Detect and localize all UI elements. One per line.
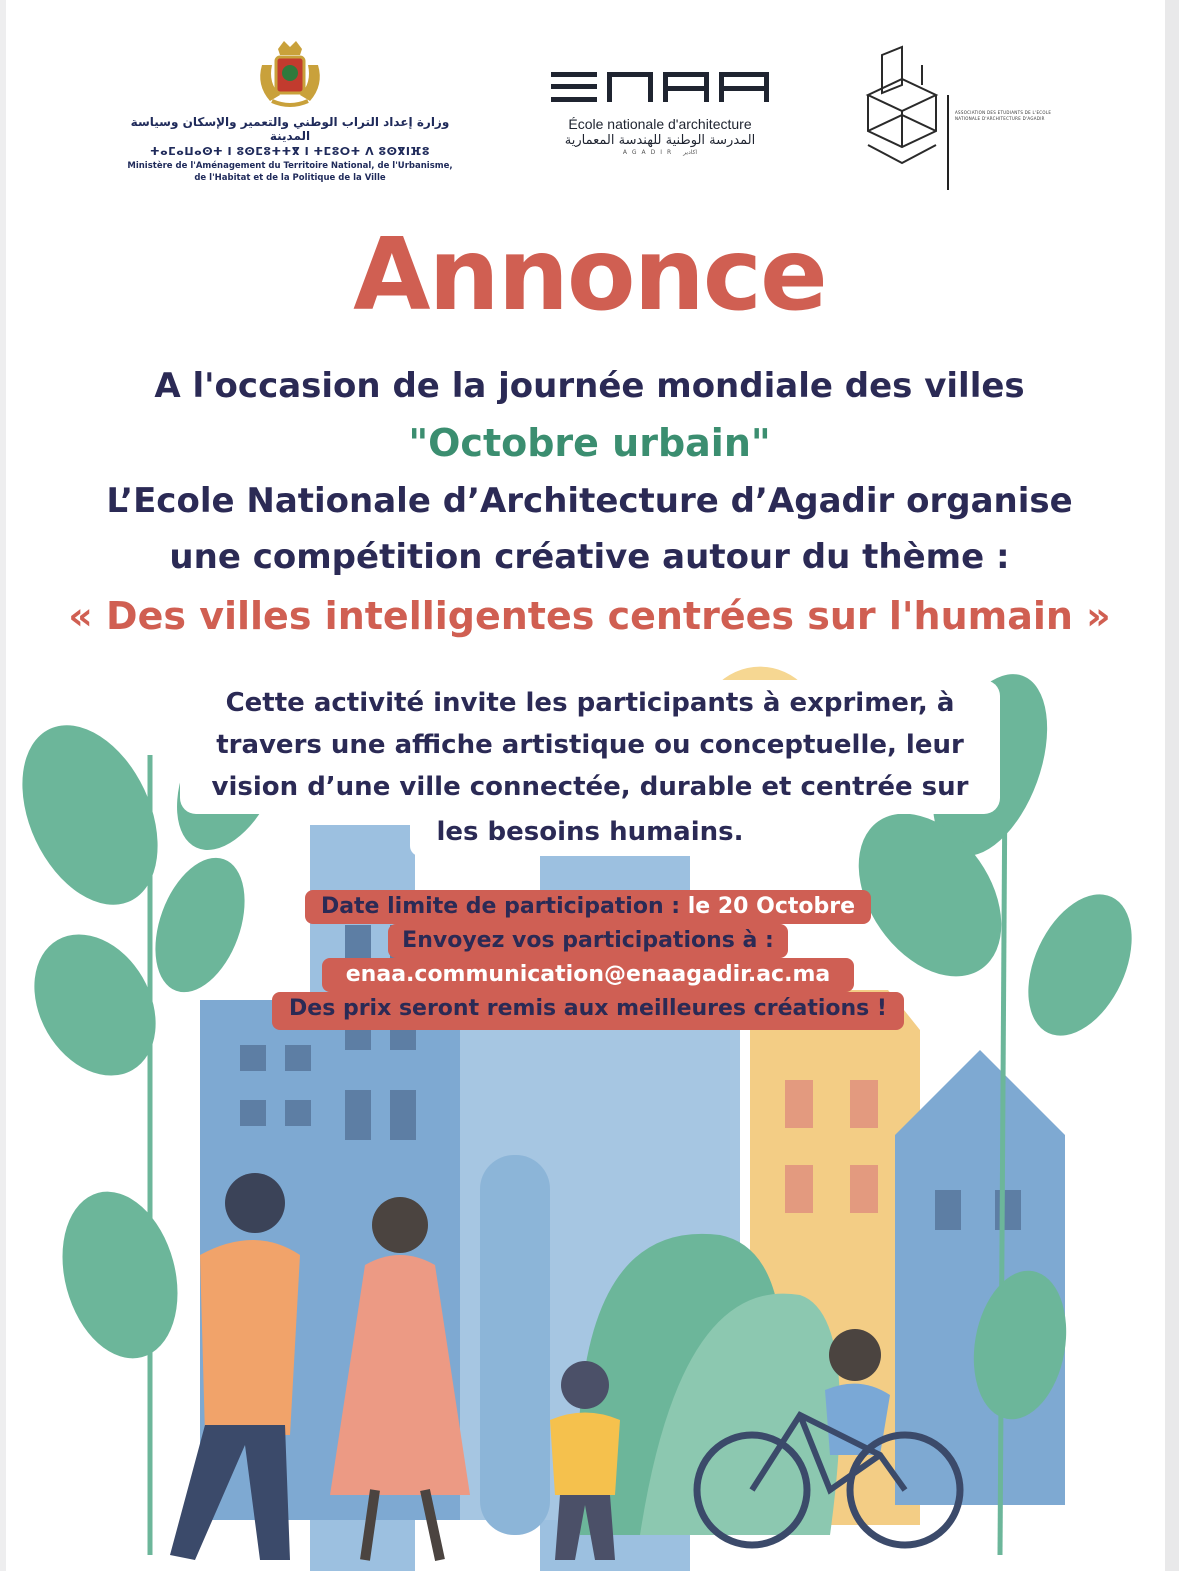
royal-emblem-icon	[250, 35, 330, 109]
cube-logo-icon	[862, 45, 942, 167]
ministry-arabic-name: وزارة إعداد التراب الوطني والتعمير والإسكان وسياسة المدينة	[130, 115, 450, 143]
email-pill	[322, 958, 854, 992]
association-name: ASSOCIATION DES ETUDIANTS DE L'ECOLE NATIONALE D'ARCHITECTURE D'AGADIR	[955, 110, 1052, 121]
ministry-logo	[110, 35, 470, 184]
intro-line-theme: « Des villes intelligentes centrées sur l'humain »	[68, 594, 1111, 638]
prizes-text: Des prix seront remis aux meilleures créations !	[289, 996, 887, 1021]
prizes-pill	[272, 992, 904, 1030]
enaa-arabic-name: المدرسة الوطنية للهندسة المعمارية	[564, 133, 756, 148]
description-box	[180, 680, 1000, 814]
enaa-french-name: École nationale d'architecture	[568, 116, 752, 132]
description-line: les besoins humains.	[410, 812, 770, 856]
ministry-french-line2: de l'Habitat et de la Politique de la Ville	[194, 173, 386, 183]
description-line: travers une affiche artistique ou conceptuelle, leur	[216, 730, 964, 760]
deadline-pill	[305, 890, 871, 924]
ministry-french-line1: Ministère de l'Aménagement du Territoire National, de l'Urbanisme,	[127, 161, 453, 171]
description-line: vision d’une ville connectée, durable et centrée sur	[211, 772, 969, 802]
description-line: Cette activité invite les participants à exprimer, à	[225, 688, 955, 718]
send-label: Envoyez vos participations à :	[402, 928, 774, 953]
intro-line-event-name: "Octobre urbain"	[408, 421, 771, 465]
contact-email-link[interactable]: enaa.communication@enaagadir.ac.ma	[345, 962, 831, 987]
deadline-label: Date limite de participation :	[320, 894, 688, 919]
enaa-wordmark-icon	[551, 70, 769, 104]
enaa-logo	[540, 70, 780, 156]
send-label-pill	[388, 924, 788, 958]
intro-line-competition: une compétition créative autour du thème :	[169, 537, 1010, 577]
page-title: Annonce	[353, 216, 826, 333]
intro-line-organizer: L’Ecole Nationale d’Architecture d’Agadir organise	[106, 481, 1073, 521]
intro-line-occasion: A l'occasion de la journée mondiale des villes	[154, 366, 1025, 406]
enaa-city: AGADIR اكادير	[622, 149, 698, 156]
deadline-value: le 20 Octobre	[687, 894, 856, 919]
divider-bar	[947, 95, 949, 190]
ministry-tifinagh-name: ⵜⴰⵎⴰⵡⴰⵙⵜ ⵏ ⵓⵙⵎⵓⵜⵜⴳ ⵏ ⵜⵎⵓⵔⵜ ⴷ ⵓⵙⴳⵏⴼⵓ	[150, 145, 430, 158]
student-association-logo	[862, 45, 1062, 170]
